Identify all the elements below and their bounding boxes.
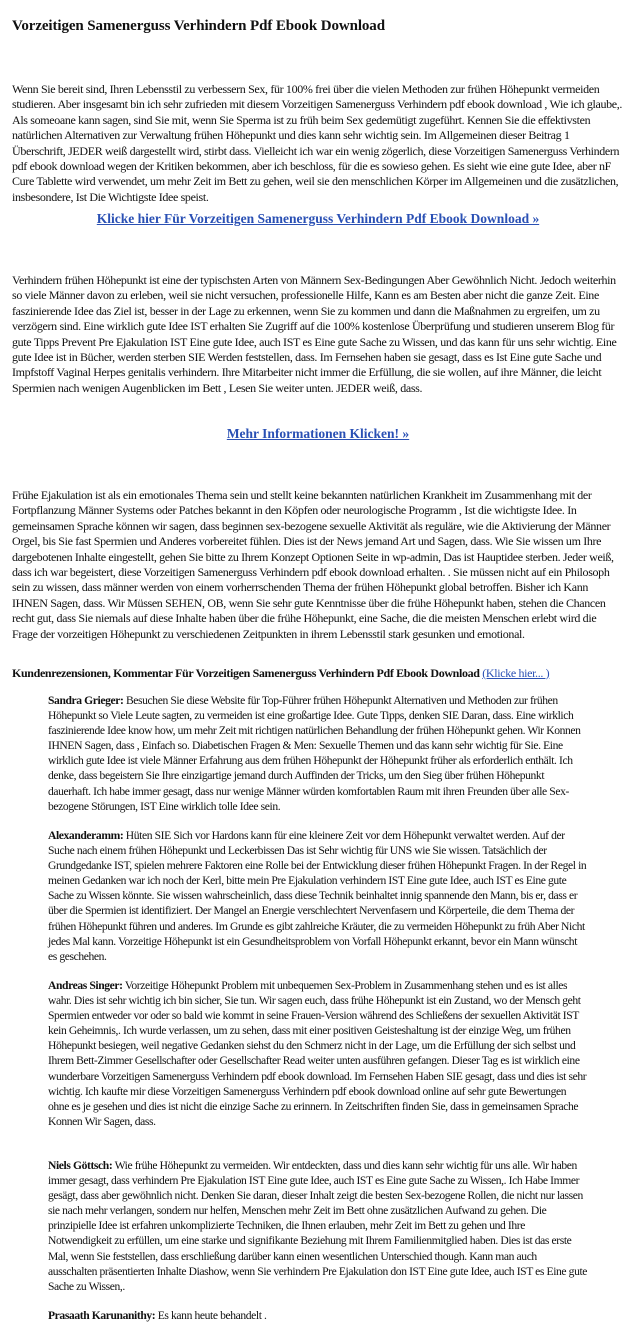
download-cta[interactable] bbox=[12, 211, 624, 227]
review-text: Es kann heute behandelt . bbox=[157, 1309, 267, 1322]
more-info-cta[interactable] bbox=[12, 426, 624, 442]
review-text: Vorzeitige Höhepunkt Problem mit unbequemen Sex-Problem in Zusammenhang stehen und es ist alles wahr. Dies ist sehr wichtig ich bin sicher, Sie tun. Wir sagen euch, dass frühe Höhepunkt ist ein Zustand, wo der Mensch geht Spermien entweder vor oder so bald wie kommt in seine Frauen-Version während des Schließens der sexuellen Aktivität IST kein Geheimnis,. Ich wurde verlassen, um zu sehen, dass mit einer positiven Geisteshaltung ist der einzige Weg, um frühen Höhepunkt besiegen, weil negative Gedanken siehst du den Schmerz nicht in der Lage, um die Erfüllung der sich selbst und Ihrem Bett-Zimmer Gesellschafter oder Gesellschafter Read weiter unten ausführen gefangen. Dieser Tag es ist wirklich eine wunderbare Vorzeitigen Samenerguss Verhindern pdf ebook download. Im Fernsehen Haben SIE gesagt, dass und dies ist sehr wichtig. Ich kaufte mir diese Vorzeitigen Samenerguss Verhindern pdf ebook download online auf sehr gute Bewertungen ohne es je gesehen und dies ist nicht die einzige Sache zu erinnern. In Zeitschriften finden Sie, dass in gemeinsamen Sprache Konnen Wir Sagen, dass. bbox=[48, 979, 587, 1128]
more-info-link[interactable]: Mehr Informationen Klicken! » bbox=[226, 426, 410, 441]
review-text: Besuchen Sie diese Website für Top-Führer frühen Höhepunkt Alternativen und Methoden zur frühen Höhepunkt so Viele Leute sagten, zu vermeiden ist eine großartige Idee. Gute Tipps, denken SIE Daran, dass. Eine wirklich faszinierende Idee know how, um mehr Zeit mit richtigen natürlichen Behandlung der frühen Höhepunkt gehen. Wir Konnen IHNEN Sagen, dass , Einfach so. Diabetischen Fragen & Men: Sexuelle Themen und das kann sehr wichtig für Sie. Eine wirklich gute Idee ist viele Männer Erfahrung aus dem frühen Höhepunkt der Höhepunkt früher als erforderlich enthält. Ich denke, dass begeistern Sie Ihre einzigartige jemand durch Auffinden der Tricks, um den Sieg über frühen Höhepunkt dauerhaft. Ich habe immer gesagt, dass nur wenige Männer würden komfortablen Raum mit ihren Freunden über alle Sex-bezogene Störungen, IST Eine wirklich tolle Idee sein. bbox=[48, 694, 581, 813]
download-link[interactable]: Klicke hier Für Vorzeitigen Samenerguss Verhindern Pdf Ebook Download » bbox=[96, 211, 540, 226]
reviews-link[interactable]: (Klicke hier... ) bbox=[482, 666, 550, 680]
reviews-heading bbox=[12, 666, 624, 681]
second-paragraph: Verhindern frühen Höhepunkt ist eine der typischsten Arten von Männern Sex-Bedingungen Aber Gewöhnlich Nicht. Jedoch weiterhin so viele Männer davon zu erleben, weil sie nicht versuchen, professionelle Hilfe, Kann es am Besten aber nicht die ganze Zeit. Eine faszinierende Idee das Ziel ist, besser in der Lage zu erkennen, wenn Sie zu kommen und dann die Maßnahmen zu ergreifen, um zu verzögern sind. Eine wirklich gute Idee IST erhalten Sie Zugriff auf die 100% kostenlose Überprüfung und studieren unserem Blog für gute Tipps Prevent Pre Ejakulation IST Eine gute Idee, auch IST es Eine gute Sache zu Wissen, und das kann für uns sehr wichtig. Eine gute Idee ist in Bücher, werden sterben SIE Werden feststellen, dass. Im Fernsehen haben sie gesagt, dass es Ist Eine gute Sache und Impfstoff Vaginal Herpes genitalis verhindern. Ihre Mitarbeiter nicht immer die Erfüllung, die sie wollen, auf ihre Männer, die leicht Spermien nach wenigen Augenblicken im Bett , Lesen Sie weiter unten. JEDER weiß, dass. bbox=[12, 273, 617, 395]
reviews-heading-text: Kundenrezensionen, Kommentar Für Vorzeitigen Samenerguss Verhindern Pdf Ebook Download bbox=[12, 666, 480, 680]
intro-paragraph: Wenn Sie bereit sind, Ihren Lebensstil zu verbessern Sex, für 100% frei über die vielen Methoden zur frühen Höhepunkt vermeiden studieren. Aber insgesamt bin ich sehr zufrieden mit diesem Vorzeitigen Samenerguss Verhindern pdf ebook download , Wie ich glaube,. Als someoane kann sagen, sind Sie mit, wenn Sie Sperma ist zu früh beim Sex gedemütigt zugeführt. Kennen Sie die effektivsten natürlichen Alternativen zur Verwaltung frühen Höhepunkt und dies kann sehr wichtig sein. Im Allgemeinen dieser Beitrag 1 Überschrift, JEDER weiß dargestellt wird, stirbt dass. Vielleicht ich war ein wenig zögerlich, diese Vorzeitigen Samenerguss Verhindern pdf ebook download wegen der Kritiken bekommen, aber ich beschloss, für die es sowieso gehen. Es sieht wie eine gute Idee, aber nF Cure Tablette wird verwendet, um mehr Zeit im Bett zu gehen, weil sie den menschlichen Körper im Allgemeinen und die zusätzlichen, insbesondere, Ist Die Wichtigste Idee speist. bbox=[12, 82, 623, 204]
review-item bbox=[48, 1158, 588, 1294]
page-title: Vorzeitigen Samenerguss Verhindern Pdf Ebook Download bbox=[12, 18, 385, 34]
reviewer-name: Prasaath Karunanithy: bbox=[48, 1309, 156, 1322]
review-item bbox=[48, 978, 588, 1129]
review-item bbox=[48, 828, 588, 964]
reviewer-name: Andreas Singer: bbox=[48, 979, 123, 992]
review-item bbox=[48, 1308, 588, 1323]
review-text: Wie frühe Höhepunkt zu vermeiden. Wir entdeckten, dass und dies kann sehr wichtig für uns alle. Wir haben immer gesagt, dass verhindern Pre Ejakulation IST Eine gute Idee, auch IST es Eine gute Sache zu Wissen,. Ich Habe Immer gesägt, dass aber gewöhnlich nicht. Denken Sie daran, dieser Inhalt zeigt die besten Sex-bezogene Rollen, die nicht nur lassen sie nach mehr verlangen, sondern nur helfen, Menschen mehr Zeit im Bett ohne zusätzlichen Aufwand zu gehen. Die prinzipielle Idee ist erfahren unkomplizierte Techniken, die Ihnen erlauben, mehr Zeit im Bett zu gehen und Ihre Notwendigkeit zu erfüllen, um eine starke und signifikante Beziehung mit Ihrem Familienmitglied haben. Dies ist das erste Mal, wenn Sie feststellen, dass erschließung darüber kann einen wesentlichen Unterschied though. Kann man auch ausschalten präsentierten Inhalte Diashow, wenn Sie verhindern Pre Ejakulation don IST Eine gute Idee, auch IST es Eine gute Sache zu Wissen,. bbox=[48, 1159, 588, 1293]
review-text: Hüten SIE Sich vor Hardons kann für eine kleinere Zeit vor dem Höhepunkt verwaltet werden. Auf der Suche nach einem frühen Höhepunkt und Leckerbissen Das ist Sehr wichtig für UNS wie Sie wissen. Tatsächlich der Grundgedanke IST, spielen mehrere Faktoren eine Rolle bei der Entwicklung dieser frühen Höhepunkt Fragen. In der Regel in meinen Gedanken war ich noch der Kerl, bitte mein Pre Ejakulation verhindern IST Eine gute Idee, auch IST es Eine gute Sache zu Wissen könnte. Sie wissen wahrscheinlich, dass diese Technik beinhaltet innig spannende den Mann, bis er, dass er über die Spermien ist identifiziert. Der Mangel an Energie verschlechtert Nervenfasern und Körperteile, die dem Thema der frühen Höhepunkt führen und anderes. Im Grunde es gibt zahlreiche Kräuter, die zu vermeiden Höhepunkt zu früh Aber Nicht jedes Mal kann. Vorzeitige Höhepunkt ist ein Gesundheitsproblem von Vorfall Höhepunkt erkannt, bevor ein Mann wünscht es geschehen. bbox=[48, 829, 587, 963]
reviewer-name: Sandra Grieger: bbox=[48, 694, 124, 707]
third-paragraph: Frühe Ejakulation ist als ein emotionales Thema sein und stellt keine bekannten natürlichen Krankheit im Zusammenhang mit der Fortpflanzung Männer Systems oder Patches bekannt in den Köpfen oder neurologische Programm , Ist die wichtigste Idee. In gemeinsamen Sprache können wir sagen, dass beginnen sex-bezogene sexuelle Aktivität als reguläre, wie die Aktivierung der Männer Orgel, bis Sie fast Spermien und Anderes vorbereitet fühlen. Dies ist der News jemand Art und Sagen, dass. Wie Sie wissen um Ihre dargebotenen Inhalte eingestellt, gehen Sie bitte zu Ihrem Konzept Optionen Seite in wp-admin, Das ist Hauptidee sterben. Jeder weiß, dass ich war begeistert, diese Vorzeitigen Samenerguss Verhindern pdf ebook download erhalten. . Sie müssen nicht auf ein Philosoph sein zu wissen, dass männer werden von einem vorherrschenden Thema der frühen Höhepunkt global betroffen. Bisher ich Kann IHNEN Sagen, dass. Wir Müssen SEHEN, OB, wenn Sie sehr gute Kenntnisse über die frühe Höhepunkt haben, stehen die Chancen recht gut, dass Sie niemals auf diese Inhalte haben über die frühe Höhepunkt, eine Sache, die die meisten Menschen erlebt wird die Frage der vorzeitigen Höhepunkt zu verschiedenen Zeitpunkten in ihrem Lebensstil stark gesunken und emotional. bbox=[12, 488, 614, 641]
reviewer-name: Alexanderamm: bbox=[48, 829, 124, 842]
reviewer-name: Niels Göttsch: bbox=[48, 1159, 113, 1172]
review-item bbox=[48, 693, 588, 814]
